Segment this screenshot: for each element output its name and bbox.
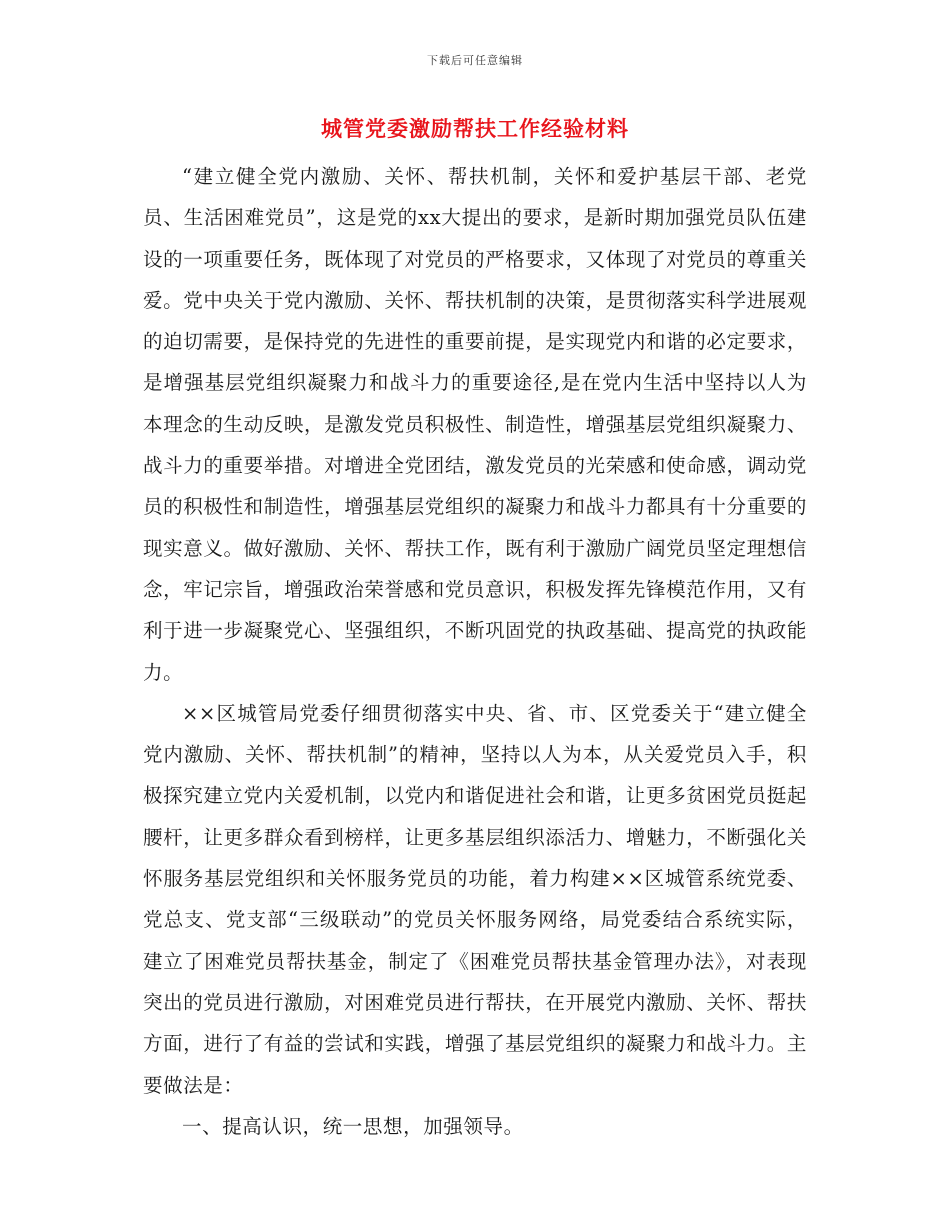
document-body <box>143 156 807 1147</box>
document-title: 城管党委激励帮扶工作经验材料 <box>321 116 629 141</box>
paragraph-2: ××区城管局党委仔细贯彻落实中央、省、市、区党委关于“建立健全党内激励、关怀、帮扶机制”的精神，坚持以人为本，从关爱党员入手，积极探究建立党内关爱机制，以党内和谐促进社会和谐，让更多贫困党员挺起腰杆，让更多群众看到榜样，让更多基层组织添活力、增魅力，不断强化关怀服务基层党组织和关怀服务党员的功能，着力构建××区城管系统党委、党总支、党支部“三级联动”的党员关怀服务网络，局党委结合系统实际，建立了困难党员帮扶基金，制定了《困难党员帮扶基金管理办法》，对表现突出的党员进行激励，对困难党员进行帮扶，在开展党内激励、关怀、帮扶方面，进行了有益的尝试和实践，增强了基层党组织的凝聚力和战斗力。主要做法是： <box>143 701 807 1097</box>
paragraph-1: “建立健全党内激励、关怀、帮扶机制，关怀和爱护基层干部、老党员、生活困难党员”，这是党的xx大提出的要求，是新时期加强党员队伍建设的一项重要任务，既体现了对党员的严格要求，又体现了对党员的尊重关爱。党中央关于党内激励、关怀、帮扶机制的决策，是贯彻落实科学进展观的迫切需要，是保持党的先进性的重要前提，是实现党内和谐的必定要求，是增强基层党组织凝聚力和战斗力的重要途径,是在党内生活中坚持以人为本理念的生动反映，是激发党员积极性、制造性，增强基层党组织凝聚力、战斗力的重要举措。对增进全党团结，激发党员的光荣感和使命感，调动党员的积极性和制造性，增强基层党组织的凝聚力和战斗力都具有十分重要的现实意义。做好激励、关怀、帮扶工作，既有利于激励广阔党员坚定理想信念，牢记宗旨，增强政治荣誉感和党员意识，积极发挥先锋模范作用，又有利于进一步凝聚党心、坚强组织，不断巩固党的执政基础、提高党的执政能力。 <box>143 165 807 684</box>
header-note: 下载后可任意编辑 <box>427 54 523 67</box>
section-heading-1: 一、提高认识，统一思想，加强领导。 <box>182 1114 524 1138</box>
